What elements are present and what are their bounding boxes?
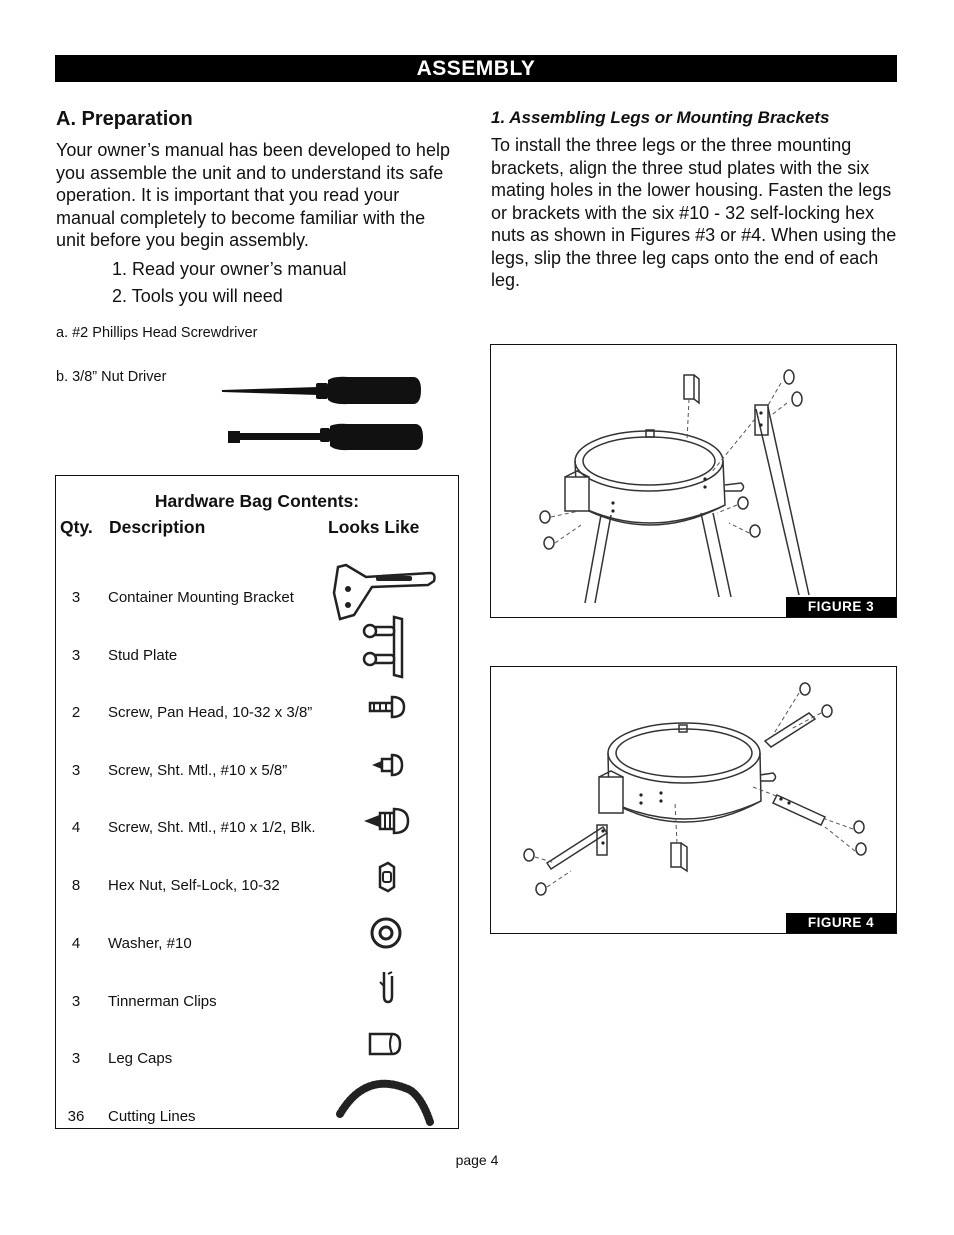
stud-plate-icon [326,615,436,679]
row-description: Stud Plate [108,647,178,664]
table-row [56,923,458,963]
nut-driver-icon [228,424,423,450]
row-qty: 8 [71,877,81,894]
row-qty: 4 [71,819,81,836]
table-row [56,1096,458,1136]
description-header: Description [109,517,206,537]
row-description: Screw, Sht. Mtl., #10 x 1/2, Blk. [108,819,316,836]
row-description: Washer, #10 [108,935,192,952]
pan-head-screw-icon [326,689,436,729]
row-description: Screw, Sht. Mtl., #10 x 5/8” [108,762,288,779]
black-screw-icon [326,799,436,839]
table-row [56,635,458,675]
preparation-paragraph: Your owner’s manual has been developed to help you assemble the unit and to understand its safe operation. It is important that you read your manual completely to become familiar with the unit before you begin assembly. [56,140,450,250]
row-qty: 3 [71,1050,81,1067]
table-row [56,750,458,790]
row-qty: 3 [71,762,81,779]
row-description: Hex Nut, Self-Lock, 10-32 [108,877,280,894]
figure-4 [490,666,897,934]
table-row [56,807,458,847]
row-description: Tinnerman Clips [108,993,217,1010]
figure-4-label: FIGURE 4 [786,913,896,933]
hex-nut-icon [326,857,436,897]
row-qty: 36 [67,1108,85,1125]
legs-heading: 1. Assembling Legs or Mounting Brackets [491,108,830,127]
row-description: Container Mounting Bracket [108,589,294,606]
row-description: Leg Caps [108,1050,173,1067]
table-row [56,692,458,732]
table-row [56,1038,458,1078]
hardware-bag-table [55,475,459,1129]
sheet-metal-screw-icon [326,745,436,785]
page-number: page 4 [455,1152,499,1168]
row-qty: 3 [71,993,81,1010]
figure-4-drawing [491,667,897,934]
table-row [56,981,458,1021]
row-qty: 2 [71,704,81,721]
legs-section [491,108,901,292]
washer-icon [326,913,436,953]
table-row [56,577,458,617]
preparation-heading: A. Preparation [56,108,193,130]
cutting-line-icon [326,1074,436,1126]
row-qty: 4 [71,935,81,952]
legs-paragraph: To install the three legs or the three mounting brackets, align the three stud plates with the six mating holes in the lower housing. Fasten the legs or brackets with the six #10 - 32 self-locking hex nuts as shown in Figures #3 or #4. When using the legs, slip the three leg caps onto the end of each leg. [491,135,897,290]
screwdrivers-illustration [218,370,428,456]
tool-item: b. 3/8” Nut Driver [56,369,167,385]
row-qty: 3 [71,589,81,606]
figure-3-drawing [491,345,897,618]
row-description: Screw, Pan Head, 10-32 x 3/8” [108,704,313,721]
row-description: Cutting Lines [108,1108,196,1125]
bracket-icon [326,563,436,623]
looks-like-header: Looks Like [328,517,420,537]
figure-3 [490,344,897,618]
figure-3-label: FIGURE 3 [786,597,896,617]
qty-header: Qty. [60,517,93,537]
hardware-table-title: Hardware Bag Contents: [154,491,360,511]
step-item: 1. Read your owner’s manual [112,258,347,279]
section-banner: ASSEMBLY [55,55,897,82]
tool-item: a. #2 Phillips Head Screwdriver [56,325,258,341]
table-row [56,865,458,905]
tinnerman-clip-icon [326,968,436,1008]
phillips-screwdriver-icon [222,377,421,404]
preparation-section [56,108,458,310]
leg-cap-icon [326,1026,436,1066]
row-qty: 3 [71,647,81,664]
step-item: 2. Tools you will need [112,285,283,306]
preparation-steps [112,256,458,310]
